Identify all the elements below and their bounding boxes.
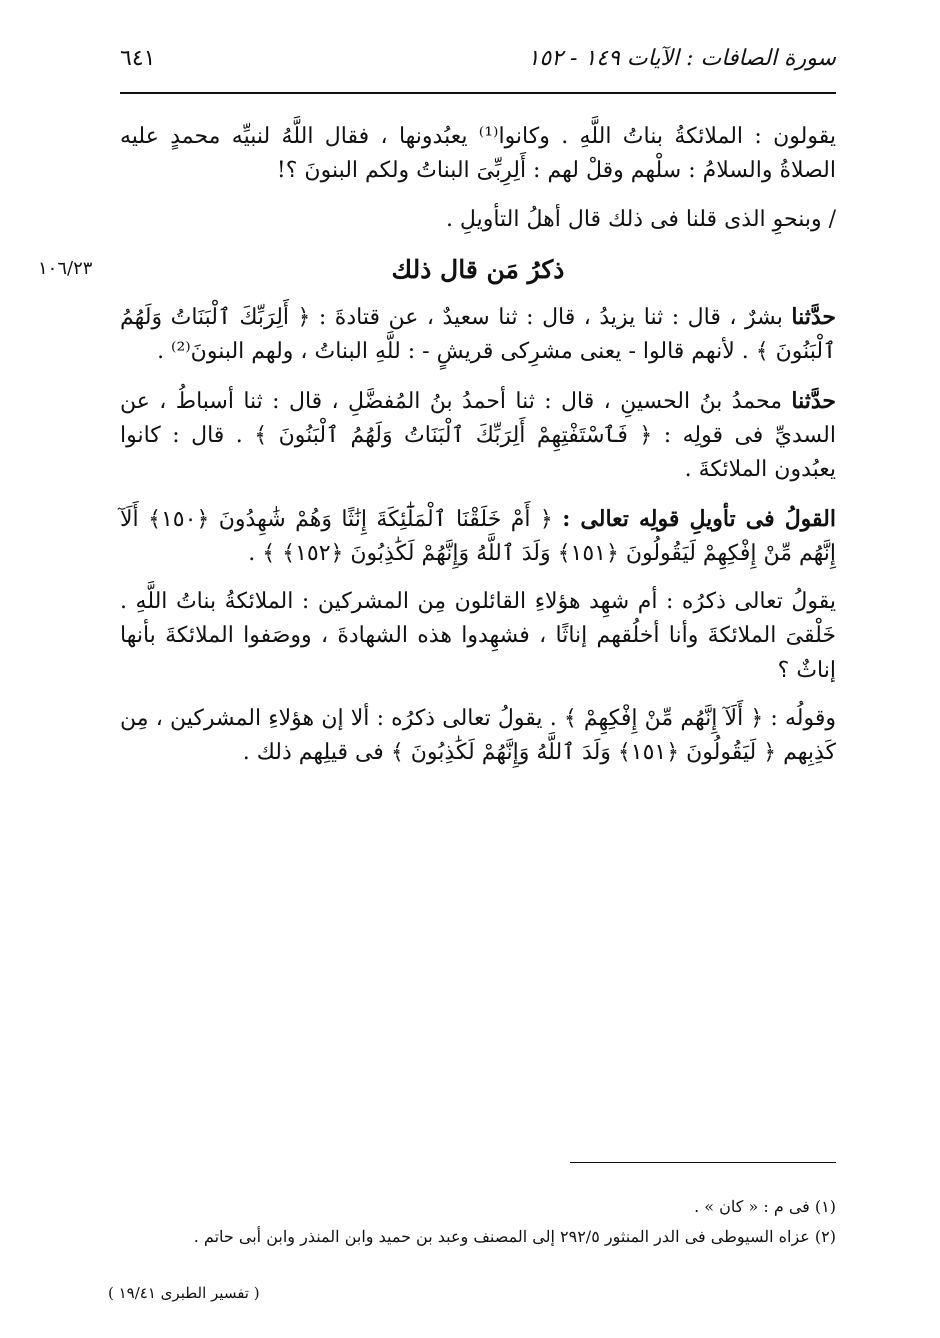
footnote: (١) فى م : « كان » .	[694, 1197, 836, 1216]
paragraph-text: / وبنحوِ الذى قلنا فى ذلك قال أهلُ التأويلِ .	[445, 206, 836, 232]
narration	[120, 300, 836, 370]
paragraph-text: يقولون : الملائكةُ بناتُ اللَّهِ . وكانوا⁽¹⁾ يعبُدونها ، فقال اللَّهُ لنبيِّه محمدٍ عليه الصلاةُ والسلامُ : سلْهم وقلْ لهم : أَلِرِبِّىَ البناتُ ولكم البنونَ ؟!	[120, 124, 836, 184]
narration-text: محمدُ بنُ الحسينِ ، قال : ثنا أحمدُ بنُ المُفضَّلِ ، قال : ثنا أسباطُ ، عن السديِّ فى قولِه : ﴿ فَٱسْتَفْتِهِمْ أَلِرَبِّكَ ٱلْبَنَاتُ وَلَهُمُ ٱلْبَنُونَ ﴾ . قال : كانوا يعبُدون الملائكةَ .	[120, 388, 836, 483]
margin-reference: ١٠٦/٢٣	[38, 258, 93, 279]
verse-text: ﴿ أَمْ خَلَقْنَا ٱلْمَلَٰٓئِكَةَ إِنَٰثًا وَهُمْ شَٰهِدُونَ ﴿١٥٠﴾ أَلَآ إِنَّهُم مِّنْ إِفْكِهِمْ لَيَقُولُونَ ﴿١٥١﴾ وَلَدَ ٱللَّهُ وَإِنَّهُمْ لَكَٰذِبُونَ ﴿١٥٢﴾ ﴾ .	[120, 506, 836, 566]
footnote-divider	[570, 1162, 836, 1163]
page-header	[120, 38, 836, 88]
paragraph-text: وقولُه : ﴿ أَلَآ إِنَّهُم مِّنْ إِفْكِهِمْ ﴾ . يقولُ تعالى ذكرُه : ألا إن هؤلاءِ المشركين ، مِن كَذِبِهم ﴿ لَيَقُولُونَ ﴿١٥١﴾ وَلَدَ ٱللَّهُ وَإِنَّهُمْ لَكَٰذِبُونَ ﴾ فى قيلِهم ذلك .	[120, 706, 836, 766]
paragraph	[120, 120, 836, 189]
tafsir-lead: القولُ فى تأويلِ قولِه تعالى :	[562, 505, 836, 532]
page-number: ٦٤١	[120, 46, 156, 71]
header-divider	[120, 92, 836, 94]
tafsir-heading-paragraph	[120, 502, 836, 572]
main-text	[120, 120, 836, 785]
paragraph-text: يقولُ تعالى ذكرُه : أم شهِد هؤلاءِ القائلون مِن المشركين : الملائكةُ بناتُ اللَّهِ . خَلْقىَ الملائكةَ وأنا أخلُقهم إناثًا ، فشهِدوا هذه الشهادةَ ، ووصَفوا الملائكةَ بأنها إناثٌ ؟	[120, 589, 836, 683]
paragraph	[120, 702, 836, 771]
narration-lead: حدَّثنا	[791, 387, 836, 414]
narration-lead: حدَّثنا	[791, 303, 836, 330]
surah-title: سورة الصافات : الآيات ١٤٩ - ١٥٢	[527, 46, 836, 71]
paragraph	[120, 203, 836, 237]
narration-text: بشرٌ ، قال : ثنا يزيدُ ، قال : ثنا سعيدٌ ، عن قتادةَ : ﴿ أَلِرَبِّكَ ٱلْبَنَاتُ وَلَهُمُ ٱلْبَنُونَ ﴾ . لأنهم قالوا - يعنى مشرِكى قريشٍ - : للَّهِ البناتُ ، ولهم البنونَ⁽²⁾ .	[120, 304, 836, 365]
paragraph	[120, 585, 836, 688]
footnotes	[120, 1192, 836, 1253]
book-reference: ( تفسير الطبرى ١٩/٤١ )	[108, 1284, 260, 1302]
narration	[120, 384, 836, 488]
footnote: (٢) عزاه السيوطى فى الدر المنثور ٢٩٢/٥ إلى المصنف وعبد بن حميد وابن المنذر وابن أبى حاتم .	[193, 1227, 836, 1247]
section-heading: ذكرُ مَن قال ذلك	[391, 254, 565, 284]
